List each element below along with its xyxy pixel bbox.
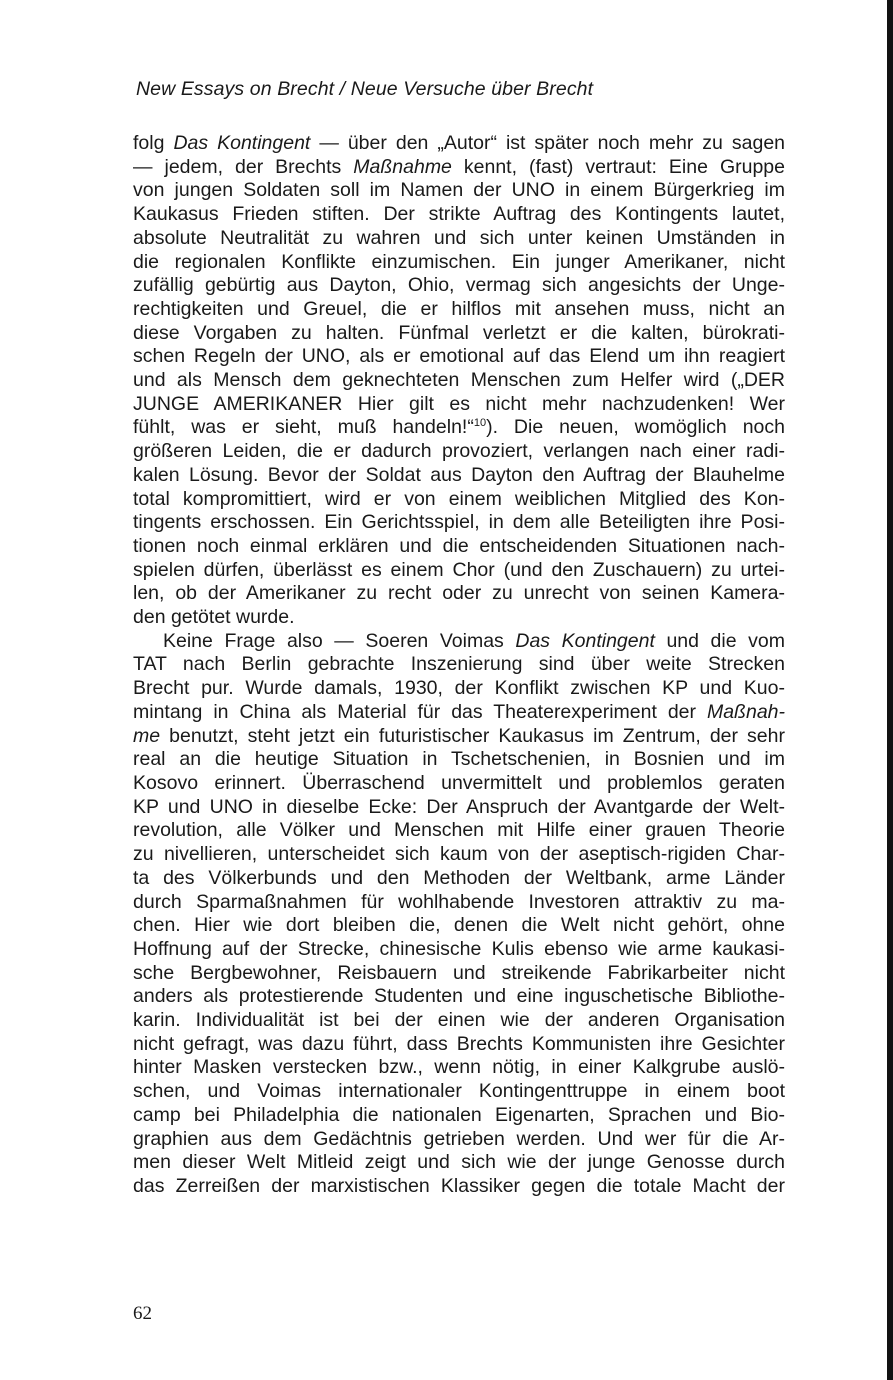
text-line: und als Mensch dem geknechteten Menschen zum Helfer wird („DER <box>133 369 785 392</box>
text-line: zufällig gebürtig aus Dayton, Ohio, vermag sich angesichts der Unge- <box>133 274 785 297</box>
text-line: graphien aus dem Gedächtnis getrieben werden. Und wer für die Ar- <box>133 1127 785 1150</box>
text-line: diese Vorgaben zu halten. Fünfmal verletzt er die kalten, bürokrati- <box>133 321 785 344</box>
text-line: durch Sparmaßnahmen für wohlhabende Investoren attraktiv zu ma- <box>133 890 785 913</box>
text-line: Keine Frage also — Soeren Voimas Das Kontingent und die vom <box>163 629 785 652</box>
text-line: folg Das Kontingent — über den „Autor“ ist später noch mehr zu sagen <box>133 132 786 154</box>
text-line: die regionalen Konflikte einzumischen. Ein junger Amerikaner, nicht <box>133 250 785 273</box>
text-line: schen, und Voimas internationaler Kontingenttruppe in einem boot <box>133 1080 785 1103</box>
text-line: Hoffnung auf der Strecke, chinesische Kulis ebenso wie arme kaukasi- <box>133 937 785 960</box>
text-line: tionen noch einmal erklären und die entscheidenden Situationen nach- <box>133 534 785 557</box>
running-header: New Essays on Brecht / Neue Versuche über Brecht <box>136 78 594 100</box>
text-line: JUNGE AMERIKANER Hier gilt es nicht mehr nachzudenken! Wer <box>133 392 785 415</box>
text-line: absolute Neutralität zu wahren und sich unter keinen Umständen in <box>133 226 785 249</box>
page-number: 62 <box>133 1303 152 1324</box>
text-line: men dieser Welt Mitleid zeigt und sich wie der junge Genosse durch <box>133 1151 785 1174</box>
text-line: ta des Völkerbunds und den Methoden der Weltbank, arme Länder <box>133 866 785 889</box>
text-line: anders als protestierende Studenten und eine inguschetische Bibliothe- <box>133 985 785 1008</box>
text-line: real an die heutige Situation in Tschetschenien, in Bosnien und im <box>133 748 785 771</box>
text-line: revolution, alle Völker und Menschen mit Hilfe einer grauen Theorie <box>133 819 785 842</box>
text-line: KP und UNO in dieselbe Ecke: Der Anspruch der Avantgarde der Welt- <box>133 795 785 818</box>
text-line: spielen dürfen, überlässt es einem Chor (und den Zuschauern) zu urtei- <box>133 558 785 581</box>
text-line: den getötet wurde. <box>133 606 295 629</box>
text-line: karin. Individualität ist bei der einen wie der anderen Organisation <box>133 1009 785 1032</box>
text-line: TAT nach Berlin gebrachte Inszenierung sind über weite Strecken <box>133 653 785 676</box>
text-line: kalen Lösung. Bevor der Soldat aus Dayton den Auftrag der Blauhelme <box>133 463 785 486</box>
text-line: len, ob der Amerikaner zu recht oder zu unrecht von seinen Kamera- <box>133 582 785 605</box>
text-line: das Zerreißen der marxistischen Klassiker gegen die totale Macht der <box>133 1174 785 1197</box>
text-line: total kompromittiert, wird er von einem weiblichen Mitglied des Kon- <box>133 487 785 510</box>
text-line: Brecht pur. Wurde damals, 1930, der Konflikt zwischen KP und Kuo- <box>133 677 785 700</box>
page-edge-shadow <box>887 0 893 1380</box>
text-line: nicht gefragt, was dazu führt, dass Brechts Kommunisten ihre Gesichter <box>133 1032 785 1055</box>
text-line: Kosovo erinnert. Überraschend unvermittelt und problemlos geraten <box>133 771 785 794</box>
text-line: — jedem, der Brechts Maßnahme kennt, (fast) vertraut: Eine Gruppe <box>133 155 785 178</box>
text-line: rechtigkeiten und Greuel, die er hilflos mit ansehen muss, nicht an <box>133 297 785 320</box>
text-line: zu nivellieren, unterscheidet sich kaum von der aseptisch-rigiden Char- <box>133 843 785 866</box>
body-text <box>133 132 785 1199</box>
text-line: größeren Leiden, die er dadurch provoziert, verlangen nach einer radi- <box>133 440 785 463</box>
text-line: schen Regeln der UNO, als er emotional auf das Elend um ihn reagiert <box>133 345 785 368</box>
text-line: hinter Masken verstecken bzw., wenn nötig, in einer Kalkgrube auslö- <box>133 1056 785 1079</box>
text-line: von jungen Soldaten soll im Namen der UNO in einem Bürgerkrieg im <box>133 179 785 202</box>
text-line: chen. Hier wie dort bleiben die, denen die Welt nicht gehört, ohne <box>133 914 785 937</box>
text-line: mintang in China als Material für das Theaterexperiment der Maßnah- <box>133 700 785 723</box>
text-line: camp bei Philadelphia die nationalen Eigenarten, Sprachen und Bio- <box>133 1103 785 1126</box>
text-line: me benutzt, steht jetzt ein futuristischer Kaukasus im Zentrum, der sehr <box>133 724 785 747</box>
text-line: sche Bergbewohner, Reisbauern und streikende Fabrikarbeiter nicht <box>133 961 785 984</box>
text-line: fühlt, was er sieht, muß handeln!“$^{10}$). Die neuen, womöglich noch <box>133 416 785 439</box>
text-line: tingents erschossen. Ein Gerichtsspiel, in dem alle Beteiligten ihre Posi- <box>133 511 785 534</box>
text-line: Kaukasus Frieden stiften. Der strikte Auftrag des Kontingents lautet, <box>133 203 785 226</box>
